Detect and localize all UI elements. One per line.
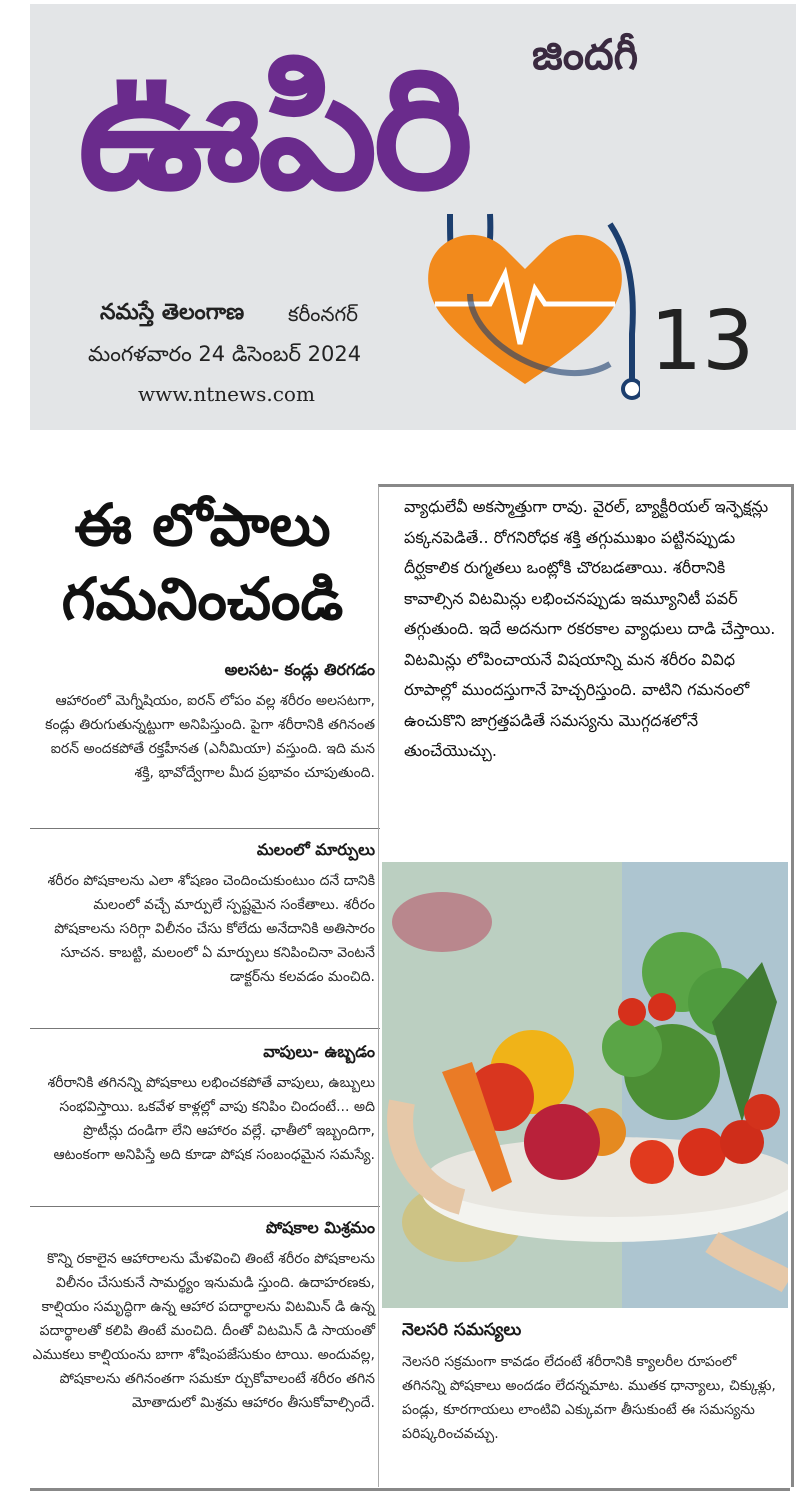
section-title: పోషకాల మిశ్రమం	[265, 1218, 375, 1237]
section-swelling	[30, 1042, 375, 1167]
paper-name: నమస్తే తెలంగాణ	[100, 300, 245, 325]
bottom-divider	[30, 1488, 790, 1491]
paper-city: కరీంనగర్	[288, 302, 358, 326]
vegetable-bowl-photo	[382, 862, 788, 1308]
section-body: ఆహారంలో మెగ్నీషియం, ఐరన్ లోపం వల్ల శరీరం అలసటగా, కండ్లు తిరుగుతున్నట్టుగా అనిపిస్తుంది. పైగా శరీరానికి తగినంత ఐరన్ అందకపోతే రక్తహీనత (ఎనీమియా) వస్తుంది. ఇది మన శక్తి, భావోద్వేగాల మీద ప్రభావం చూపుతుంది.	[45, 693, 375, 781]
section-body: శరీరం పోషకాలను ఎలా శోషణం చెందించుకుంటుం దనే దానికి మలంలో వచ్చే మార్పులే స్పష్టమైన సంకేతాలు. శరీరం పోషకాలను సరిగ్గా విలీనం చేసు కోలేదు అనేదానికి అతిసారం సూచన. కాబట్టి, మలంలో ఏ మార్పులు కనిపించినా వెంటనే డాక్టర్‌ను కలవడం మంచిది.	[47, 873, 375, 985]
section-nutrient-mix	[30, 1218, 375, 1415]
section-stool-changes	[30, 840, 375, 989]
section-title: మలంలో మార్పులు	[256, 840, 375, 859]
section-body: కొన్ని రకాలైన ఆహారాలను మేళవించి తింటే శరీరం పోషకాలను విలీనం చేసుకునే సామర్థ్యం ఇనుమడి స్తుంది. ఉదాహరణకు, కాల్షియం సమృద్ధిగా ఉన్న ఆహార పదార్థాలను విటమిన్ డి ఉన్న పదార్థాలతో కలిపి తింటే మంచిది. దీంతో విటమిన్ డి సాయంతో ఎముకలు కాల్షియంను బాగా శోషింపజేసుకుం టాయి. అందువల్ల, పోషకాలను తగినంతగా సమకూ ర్చుకోవాలంటే శరీరం తగిన మోతాదులో మిశ్రమ ఆహారం తీసుకోవాల్సిందే.	[32, 1251, 375, 1411]
headline-line-1: ఈ లోపాలు	[74, 491, 331, 559]
website-link[interactable]: www.ntnews.com	[138, 382, 315, 406]
article-headline	[30, 488, 375, 636]
logo-word: ఊపిరి	[78, 29, 470, 227]
heart-stethoscope-icon	[410, 194, 640, 404]
headline-line-2: గమనించండి	[61, 565, 344, 633]
section-title: వాపులు- ఉబ్బడం	[263, 1042, 375, 1061]
page-number: 13	[650, 294, 755, 389]
section-fatigue	[30, 660, 375, 785]
section-divider	[30, 1206, 380, 1207]
menstrual-section-title: నెలసరి సమస్యలు	[402, 1320, 522, 1340]
issue-date: మంగళవారం 24 డిసెంబర్ 2024	[88, 342, 362, 366]
section-divider	[30, 828, 380, 829]
section-divider	[30, 1028, 380, 1029]
masthead	[30, 4, 796, 430]
logo-subtitle: జిందగీ	[532, 30, 639, 79]
section-body: శరీరానికి తగినన్ని పోషకాలు లభించకపోతే వాపులు, ఉబ్బులు సంభవిస్తాయి. ఒకవేళ కాళ్లల్లో వాపు కనిపిం చిందంటే... అది ప్రొటీన్లు దండిగా లేని ఆహారం వల్లే. ఛాతీలో ఇబ్బందిగా, ఆటంకంగా అనిపిస్తే అది కూడా పోషక సంబంధమైన సమస్యే.	[47, 1075, 375, 1163]
section-title: అలసట- కండ్లు తిరగడం	[224, 660, 375, 679]
menstrual-section-body: నెలసరి సక్రమంగా కావడం లేదంటే శరీరానికి క్యాలరీల రూపంలో తగినన్ని పోషకాలు అందడం లేదన్నమాట. ముతక ధాన్యాలు, చిక్కుళ్లు, పండ్లు, కూరగాయలు లాంటివి ఎక్కువగా తీసుకుంటే ఈ సమస్యను పరిష్కరించవచ్చు.	[402, 1354, 776, 1442]
article-intro: వ్యాధులేవీ అకస్మాత్తుగా రావు. వైరల్, బ్యాక్టీరియల్ ఇన్ఫెక్షన్లు పక్కనపెడితే.. రోగనిరోధక శక్తి తగ్గుముఖం పట్టినప్పుడు దీర్ఘకాలిక రుగ్మతలు ఒంట్లోకి చొరబడతాయి. శరీరానికి కావాల్సిన విటమిన్లు లభించనప్పుడు ఇమ్యూనిటీ పవర్ తగ్గుతుంది. ఇదే అదనుగా రకరకాల వ్యాధులు దాడి చేస్తాయి. విటమిన్లు లోపించాయనే విషయాన్ని మన శరీరం వివిధ రూపాల్లో ముందస్తుగానే హెచ్చరిస్తుంది. వాటిని గమనంలో ఉంచుకొని జాగ్రత్తపడితే సమస్యను మొగ్గదశలోనే తుంచేయొచ్చు.	[404, 497, 776, 760]
